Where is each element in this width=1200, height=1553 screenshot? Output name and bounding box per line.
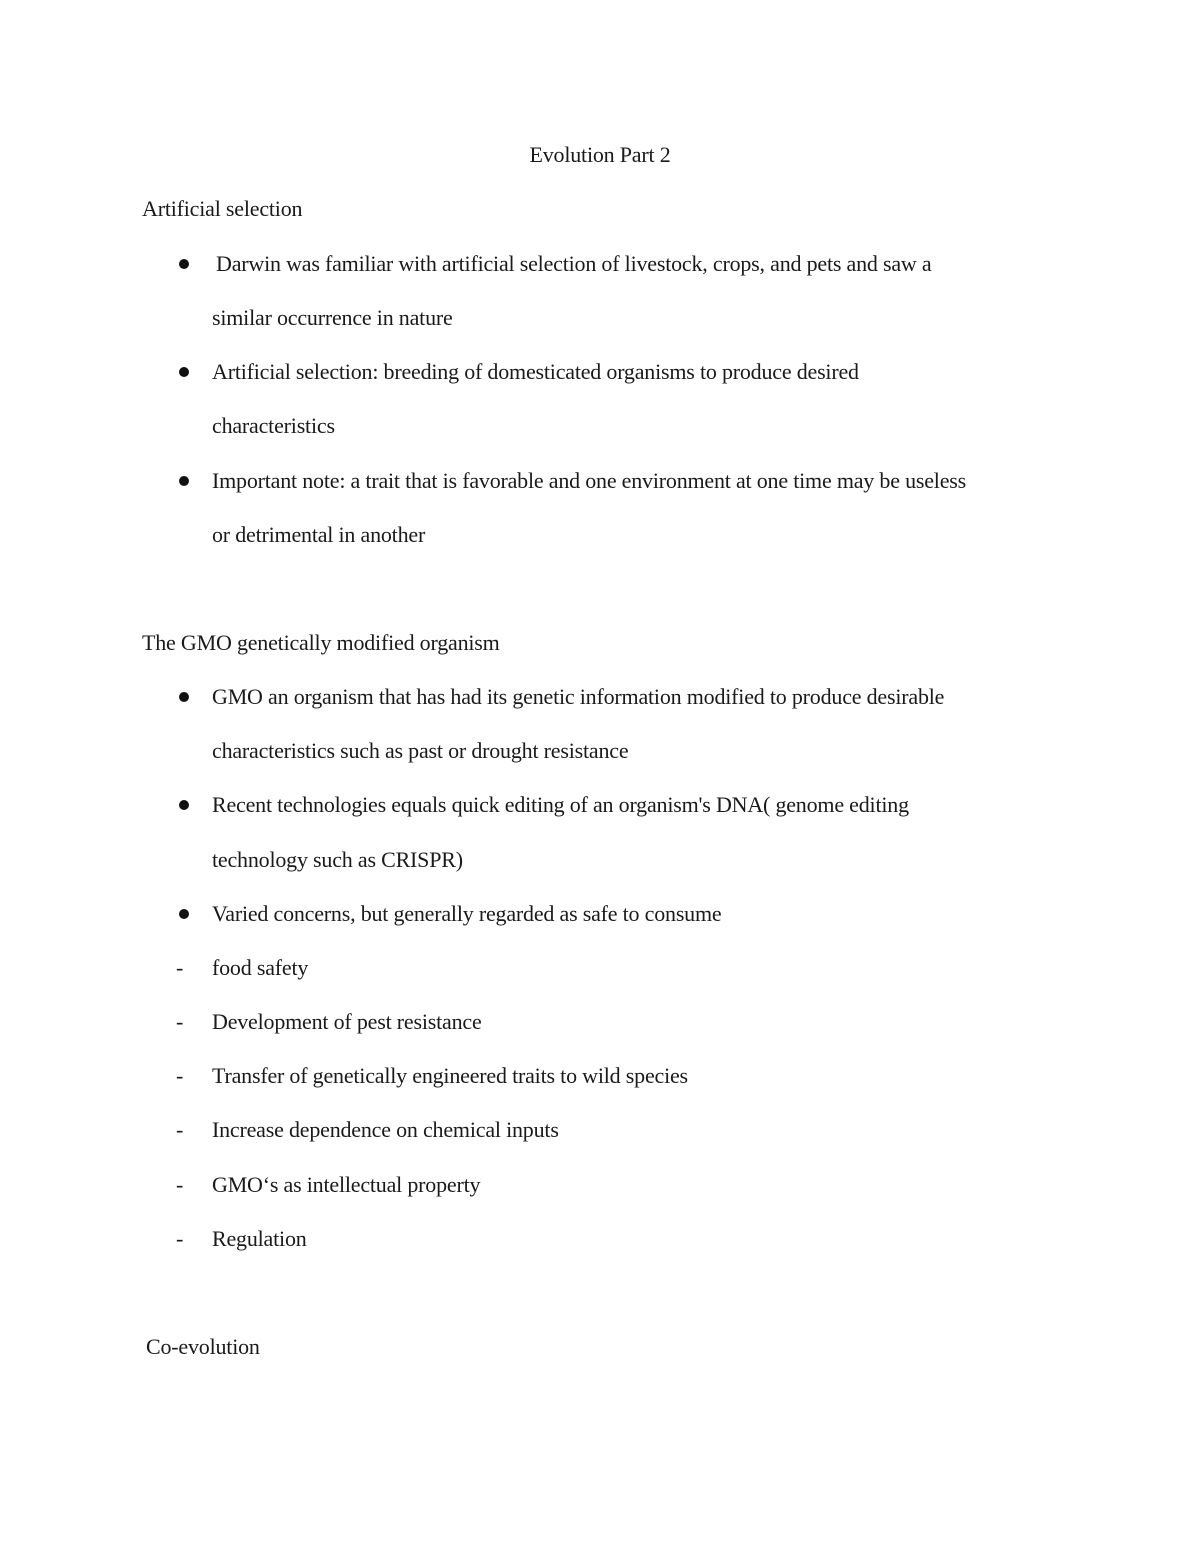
section-heading-gmo: The GMO genetically modified organism [142, 630, 500, 655]
dash-item: Transfer of genetically engineered traits to wild species [212, 1063, 688, 1088]
bullet-text: Artificial selection: breeding of domesticated organisms to produce desired [212, 359, 859, 384]
bullet-text: Darwin was familiar with artificial selection of livestock, crops, and pets and saw a [216, 251, 932, 276]
dash-marker: - [176, 1226, 184, 1251]
bullet-dot [179, 476, 189, 486]
bullet-dot [179, 692, 189, 702]
dash-marker: - [176, 1009, 184, 1034]
bullet-text-continued: characteristics [212, 413, 335, 438]
dash-marker: - [176, 1063, 184, 1088]
section-heading-artificial-selection: Artificial selection [142, 196, 303, 221]
dash-item: food safety [212, 955, 309, 980]
dash-item: Development of pest resistance [212, 1009, 482, 1034]
dash-item: Increase dependence on chemical inputs [212, 1117, 559, 1142]
bullet-text: GMO an organism that has had its genetic information modified to produce desirable [212, 684, 945, 709]
dash-marker: - [176, 1117, 184, 1142]
bullet-text: Recent technologies equals quick editing of an organism's DNA( genome editing [212, 792, 909, 817]
bullet-dot [179, 909, 189, 919]
bullet-text-continued: similar occurrence in nature [212, 305, 453, 330]
dash-marker: - [176, 955, 184, 980]
dash-item: Regulation [212, 1226, 307, 1251]
bullet-text: Varied concerns, but generally regarded as safe to consume [212, 901, 722, 926]
bullet-text-continued: technology such as CRISPR) [212, 847, 463, 872]
dash-item: GMO‘s as intellectual property [212, 1172, 481, 1197]
bullet-dot [179, 800, 189, 810]
document-title: Evolution Part 2 [529, 142, 671, 167]
bullet-dot [179, 259, 189, 269]
bullet-text-continued: or detrimental in another [212, 522, 426, 547]
dash-marker: - [176, 1172, 184, 1197]
bullet-dot [179, 367, 189, 377]
bullet-text: Important note: a trait that is favorable and one environment at one time may be useless [212, 468, 966, 493]
bullet-text-continued: characteristics such as past or drought resistance [212, 738, 629, 763]
section-heading-co-evolution: Co-evolution [146, 1334, 260, 1359]
